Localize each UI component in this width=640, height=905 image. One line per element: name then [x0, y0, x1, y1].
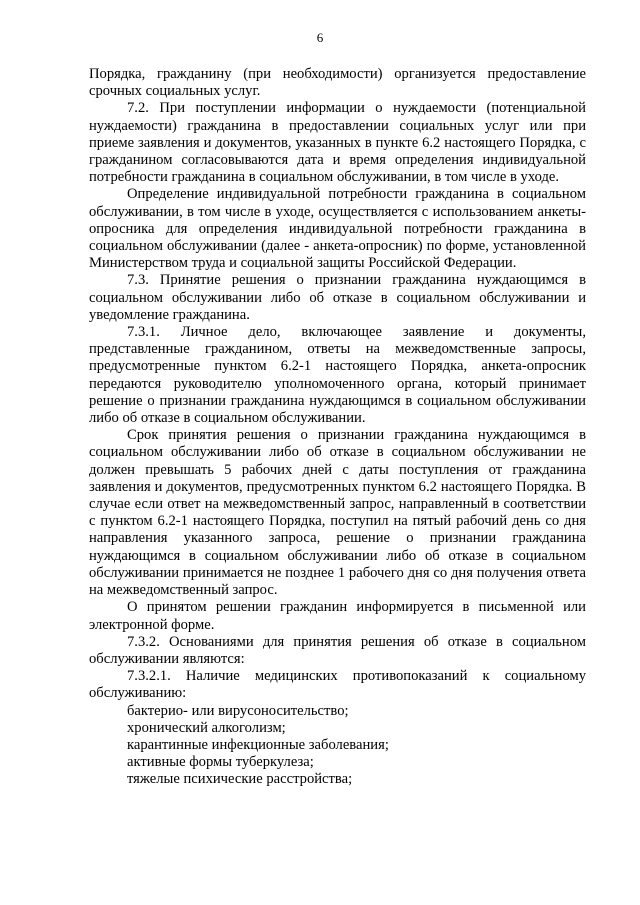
paragraph-needs-assessment: Определение индивидуальной потребности гражданина в социальном обслуживании, в том числе в уходе, осуществляется с использованием анкеты-опросника для определения индивидуальной потребности гражданина в социальном обслуживании (далее - анкета-опросник) по форме, установленной Министерством труда и социальной защиты Российской Федерации.: [89, 186, 586, 272]
document-body: [89, 66, 586, 789]
paragraph-7-3-1: 7.3.1. Личное дело, включающее заявление и документы, представленные гражданином, ответы на межведомственные запросы, предусмотренные пунктом 6.2-1 настоящего Порядка, анкета-опросник передаются руководителю уполномоченного органа, который принимает решение о признании гражданина нуждающимся в социальном обслуживании либо об отказе в социальном обслуживании.: [89, 324, 586, 427]
paragraph-notification: О принятом решении гражданин информируется в письменной или электронной форме.: [89, 599, 586, 633]
list-item-contraindication: тяжелые психические расстройства;: [127, 771, 353, 788]
page-number: 6: [316, 30, 324, 45]
paragraph-7-3: 7.3. Принятие решения о признании гражданина нуждающимся в социальном обслуживании либо об отказе в социальном обслуживании и уведомление гражданина.: [89, 272, 586, 323]
paragraph-7-3-2-1: 7.3.2.1. Наличие медицинских противопоказаний к социальному обслуживанию:: [89, 668, 586, 702]
paragraph-7-2: 7.2. При поступлении информации о нуждаемости (потенциальной нуждаемости) гражданина в предоставлении социальных услуг или при приеме заявления и документов, указанных в пункте 6.2 настоящего Порядка, с гражданином согласовываются дата и время определения индивидуальной потребности гражданина в социальном обслуживании, в том числе в уходе.: [89, 100, 586, 186]
list-item-contraindication: хронический алкоголизм;: [127, 719, 286, 736]
list-item-contraindication: карантинные инфекционные заболевания;: [127, 736, 389, 753]
list-item-contraindication: бактерио- или вирусоносительство;: [127, 702, 349, 719]
list-item-contraindication: активные формы туберкулеза;: [127, 754, 314, 771]
paragraph-7-3-2: 7.3.2. Основаниями для принятия решения об отказе в социальном обслуживании являются:: [89, 633, 586, 667]
paragraph-1: Порядка, гражданину (при необходимости) организуется предоставление срочных социальных услуг.: [89, 66, 586, 100]
paragraph-decision-term: Срок принятия решения о признании гражданина нуждающимся в социальном обслуживании либо об отказе в социальном обслуживании не должен превышать 5 рабочих дней с даты поступления от гражданина заявления и документов, предусмотренных пунктом 6.2 настоящего Порядка. В случае если ответ на межведомственный запрос, направленный в соответствии с пунктом 6.2-1 настоящего Порядка, поступил на пятый рабочий день со дня направления указанного запроса, решение о признании гражданина нуждающимся в социальном обслуживании либо об отказе в социальном обслуживании принимается не позднее 1 рабочего дня со дня получения ответа на межведомственный запрос.: [89, 427, 586, 599]
